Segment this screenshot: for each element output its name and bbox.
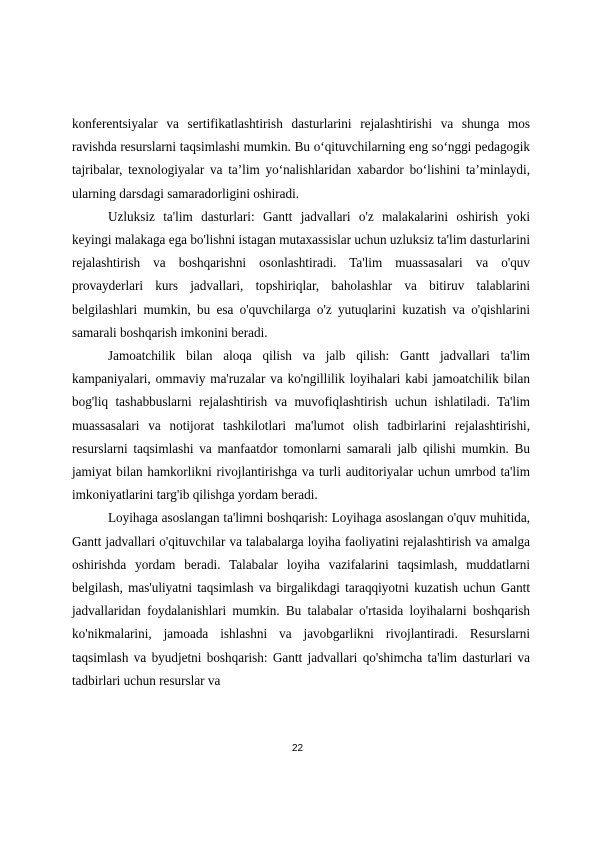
paragraph-continuous-education: Uzluksiz ta'lim dasturlari: Gantt jadvallari o'z malakalarini oshirish yoki keyingi malakaga ega bo'lishni istagan mutaxassislar uchun uzluksiz ta'lim dasturlarini rejalashtirish va boshqarishni osonlashtiradi. Ta'lim muassasalari va o'quv provayderlari kurs jadvallari, topshiriqlar, baholashlar va bitiruv talablarini belgilashlari mumkin, bu esa o'quvchilarga o'z yutuqlarini kuzatish va o'qishlarini samarali boshqarish imkonini beradi. [72,208,530,340]
paragraph-project-based-learning: Loyihaga asoslangan ta'limni boshqarish: Loyihaga asoslangan o'quv muhitida, Gantt jadvallari o'qituvchilar va talabalarga loyiha faoliyatini rejalashtirish va amalga oshirishda yordam beradi. Talabalar loyiha vazifalarini taqsimlash, muddatlarni belgilash, mas'uliyatni taqsimlash va birgalikdagi taraqqiyotni kuzatish uchun Gantt jadvallaridan foydalanishlari mumkin. Bu talabalar o'rtasida loyihalarni boshqarish ko'nikmalarini, jamoada ishlashni va javobgarlikni rivojlantiradi. Resurslarni taqsimlash va byudjetni boshqarish: Gantt jadvallari qo'shimcha ta'lim dasturlari va tadbirlari uchun resurslar va [72,510,530,688]
paragraph-public-relations: Jamoatchilik bilan aloqa qilish va jalb qilish: Gantt jadvallari ta'lim kampaniyalari, ommaviy ma'ruzalar va ko'ngillilik loyihalari kabi jamoatchilik bilan bog'liq tashabbuslarni rejalashtirish va muvofiqlashtirish uchun ishlatiladi. Ta'lim muassasalari va notijorat tashkilotlari ma'lumot olish tadbirlarini rejalashtirishi, resurslarni taqsimlashi va manfaatdor tomonlarni samarali jalb qilishi mumkin. Bu jamiyat bilan hamkorlikni rivojlantirishga va turli auditoriyalar uchun umrbod ta'lim imkoniyatlarini targ'ib qilishga yordam beradi. [72,348,530,503]
page-number: 22 [291,743,304,754]
paragraph-conferences-continuation: konferentsiyalar va sertifikatlashtirish dasturlarini rejalashtirishi va shunga mos ravishda resurslarni taqsimlashi mumkin. Bu o‘qituvchilarning eng so‘nggi pedagogik tajribalar, texnologiyalar va ta’lim yo‘nalishlaridan xabardor bo‘lishini ta’minlaydi, ularning darsdagi samaradorligini oshiradi. [72,116,530,201]
body-text [72,112,530,692]
